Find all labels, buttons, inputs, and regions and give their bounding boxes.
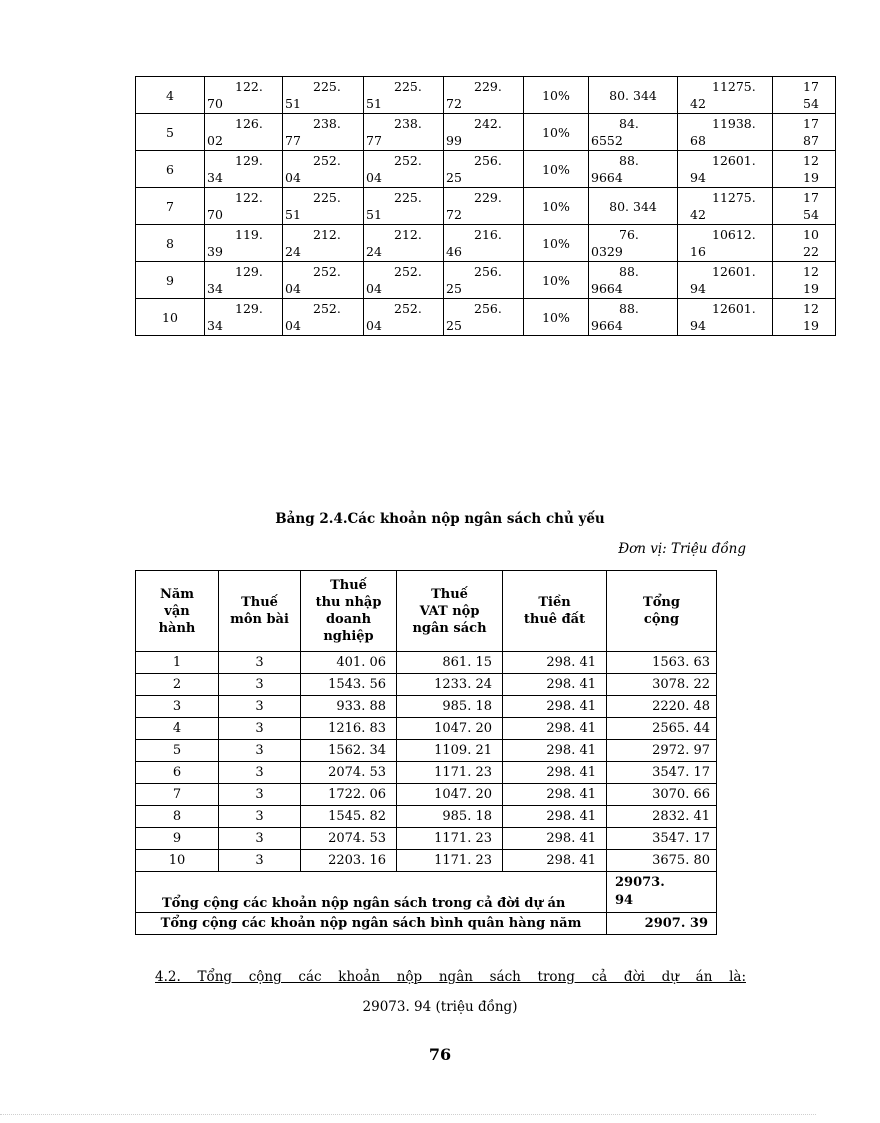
page-number: 76 bbox=[428, 1045, 452, 1064]
cell-c8: 12 19 bbox=[773, 262, 836, 299]
cell-c1: 119. 39 bbox=[205, 225, 283, 262]
cell-vat: 1047. 20 bbox=[397, 784, 503, 806]
cell-c6: 80. 344 bbox=[589, 77, 678, 114]
cell-total: 3675. 80 bbox=[607, 850, 717, 872]
budget-table bbox=[135, 570, 717, 935]
header-year: Năm vận hành bbox=[136, 571, 219, 652]
continuation-table bbox=[135, 76, 836, 336]
cell-c6: 88. 9664 bbox=[589, 262, 678, 299]
cell-land: 298. 41 bbox=[503, 718, 607, 740]
header-total: Tổng cộng bbox=[607, 571, 717, 652]
table-row bbox=[136, 77, 836, 114]
cell-c6: 88. 9664 bbox=[589, 151, 678, 188]
cell-vat: 1233. 24 bbox=[397, 674, 503, 696]
table-row bbox=[136, 151, 836, 188]
cell-c2: 225. 51 bbox=[283, 77, 364, 114]
table-row bbox=[136, 674, 717, 696]
cell-year: 9 bbox=[136, 262, 205, 299]
cell-land: 298. 41 bbox=[503, 762, 607, 784]
cell-year: 7 bbox=[136, 784, 219, 806]
cell-c4: 229. 72 bbox=[444, 77, 524, 114]
cell-income: 1722. 06 bbox=[301, 784, 397, 806]
cell-c3: 212. 24 bbox=[364, 225, 444, 262]
cell-c2: 225. 51 bbox=[283, 188, 364, 225]
cell-total: 3078. 22 bbox=[607, 674, 717, 696]
cell-c4: 229. 72 bbox=[444, 188, 524, 225]
cell-total: 1563. 63 bbox=[607, 652, 717, 674]
summary-note: 4.2. Tổng cộng các khoản nộp ngân sách trong cả đời dự án là: bbox=[155, 969, 746, 985]
cell-rate: 10% bbox=[524, 77, 589, 114]
table-row bbox=[136, 806, 717, 828]
cell-c3: 238. 77 bbox=[364, 114, 444, 151]
cell-c6: 88. 9664 bbox=[589, 299, 678, 336]
cell-year: 6 bbox=[136, 762, 219, 784]
cell-license: 3 bbox=[219, 784, 301, 806]
cell-year: 6 bbox=[136, 151, 205, 188]
sum-lifetime-label: Tổng cộng các khoản nộp ngân sách trong cả đời dự án bbox=[136, 872, 607, 913]
table-row bbox=[136, 740, 717, 762]
cell-c3: 225. 51 bbox=[364, 77, 444, 114]
cell-income: 1543. 56 bbox=[301, 674, 397, 696]
cell-vat: 1171. 23 bbox=[397, 828, 503, 850]
cell-vat: 985. 18 bbox=[397, 806, 503, 828]
cell-income: 2074. 53 bbox=[301, 762, 397, 784]
table-row bbox=[136, 114, 836, 151]
header-license-tax: Thuế môn bài bbox=[219, 571, 301, 652]
header-vat: Thuế VAT nộp ngân sách bbox=[397, 571, 503, 652]
table-row bbox=[136, 652, 717, 674]
cell-license: 3 bbox=[219, 828, 301, 850]
cell-income: 2203. 16 bbox=[301, 850, 397, 872]
cell-license: 3 bbox=[219, 718, 301, 740]
cell-year: 4 bbox=[136, 718, 219, 740]
cell-rate: 10% bbox=[524, 299, 589, 336]
cell-income: 2074. 53 bbox=[301, 828, 397, 850]
sum-annual-row bbox=[136, 913, 717, 935]
cell-c1: 129. 34 bbox=[205, 299, 283, 336]
cell-license: 3 bbox=[219, 652, 301, 674]
cell-c7: 11275. 42 bbox=[678, 77, 773, 114]
cell-c7: 12601. 94 bbox=[678, 151, 773, 188]
table-row bbox=[136, 762, 717, 784]
table-row bbox=[136, 718, 717, 740]
cell-vat: 1171. 23 bbox=[397, 762, 503, 784]
cell-income: 1216. 83 bbox=[301, 718, 397, 740]
cell-income: 1545. 82 bbox=[301, 806, 397, 828]
cell-year: 5 bbox=[136, 740, 219, 762]
cell-total: 2565. 44 bbox=[607, 718, 717, 740]
table-row bbox=[136, 784, 717, 806]
cell-c7: 12601. 94 bbox=[678, 299, 773, 336]
cell-year: 1 bbox=[136, 652, 219, 674]
sum-lifetime-row bbox=[136, 872, 717, 913]
cell-license: 3 bbox=[219, 674, 301, 696]
cell-year: 2 bbox=[136, 674, 219, 696]
header-income-tax: Thuế thu nhập doanh nghiệp bbox=[301, 571, 397, 652]
cell-c4: 256. 25 bbox=[444, 151, 524, 188]
cell-c1: 122. 70 bbox=[205, 77, 283, 114]
cell-c8: 12 19 bbox=[773, 151, 836, 188]
cell-rate: 10% bbox=[524, 114, 589, 151]
cell-c2: 212. 24 bbox=[283, 225, 364, 262]
cell-rate: 10% bbox=[524, 188, 589, 225]
header-land-rent: Tiền thuê đất bbox=[503, 571, 607, 652]
cell-c7: 11938. 68 bbox=[678, 114, 773, 151]
cell-total: 3070. 66 bbox=[607, 784, 717, 806]
cell-c2: 252. 04 bbox=[283, 262, 364, 299]
cell-land: 298. 41 bbox=[503, 806, 607, 828]
cell-total: 2972. 97 bbox=[607, 740, 717, 762]
sum-annual-value: 2907. 39 bbox=[607, 913, 717, 935]
cell-c3: 252. 04 bbox=[364, 299, 444, 336]
cell-c4: 216. 46 bbox=[444, 225, 524, 262]
cell-license: 3 bbox=[219, 806, 301, 828]
cell-income: 401. 06 bbox=[301, 652, 397, 674]
cell-vat: 861. 15 bbox=[397, 652, 503, 674]
cell-c8: 17 87 bbox=[773, 114, 836, 151]
cell-land: 298. 41 bbox=[503, 784, 607, 806]
cell-c7: 10612. 16 bbox=[678, 225, 773, 262]
cell-c7: 12601. 94 bbox=[678, 262, 773, 299]
sum-annual-label: Tổng cộng các khoản nộp ngân sách bình quân hàng năm bbox=[136, 913, 607, 935]
cell-c8: 17 54 bbox=[773, 77, 836, 114]
cell-year: 7 bbox=[136, 188, 205, 225]
cell-total: 2832. 41 bbox=[607, 806, 717, 828]
cell-land: 298. 41 bbox=[503, 828, 607, 850]
cell-total: 3547. 17 bbox=[607, 828, 717, 850]
cell-c8: 10 22 bbox=[773, 225, 836, 262]
cell-year: 9 bbox=[136, 828, 219, 850]
cell-license: 3 bbox=[219, 762, 301, 784]
cell-year: 8 bbox=[136, 806, 219, 828]
sum-lifetime-value: 29073. 94 bbox=[607, 872, 717, 913]
cell-year: 4 bbox=[136, 77, 205, 114]
unit-label: Đơn vị: Triệu đồng bbox=[618, 541, 746, 557]
cell-c1: 126. 02 bbox=[205, 114, 283, 151]
cell-c1: 129. 34 bbox=[205, 262, 283, 299]
header-row bbox=[136, 571, 717, 652]
table-row bbox=[136, 188, 836, 225]
cell-license: 3 bbox=[219, 850, 301, 872]
table-row bbox=[136, 262, 836, 299]
cell-land: 298. 41 bbox=[503, 850, 607, 872]
page-edge bbox=[0, 1114, 816, 1115]
cell-c2: 252. 04 bbox=[283, 151, 364, 188]
table-row bbox=[136, 299, 836, 336]
table-caption: Bảng 2.4.Các khoản nộp ngân sách chủ yếu bbox=[275, 511, 605, 527]
cell-land: 298. 41 bbox=[503, 652, 607, 674]
cell-total: 3547. 17 bbox=[607, 762, 717, 784]
cell-year: 8 bbox=[136, 225, 205, 262]
cell-c8: 17 54 bbox=[773, 188, 836, 225]
summary-note-value: 29073. 94 (triệu đồng) bbox=[362, 999, 518, 1015]
cell-rate: 10% bbox=[524, 151, 589, 188]
cell-rate: 10% bbox=[524, 225, 589, 262]
table-row bbox=[136, 850, 717, 872]
cell-c6: 76. 0329 bbox=[589, 225, 678, 262]
cell-c3: 225. 51 bbox=[364, 188, 444, 225]
cell-vat: 1171. 23 bbox=[397, 850, 503, 872]
cell-year: 10 bbox=[136, 299, 205, 336]
cell-c7: 11275. 42 bbox=[678, 188, 773, 225]
cell-license: 3 bbox=[219, 696, 301, 718]
cell-c1: 122. 70 bbox=[205, 188, 283, 225]
cell-c4: 256. 25 bbox=[444, 262, 524, 299]
cell-c3: 252. 04 bbox=[364, 151, 444, 188]
cell-c6: 84. 6552 bbox=[589, 114, 678, 151]
cell-vat: 985. 18 bbox=[397, 696, 503, 718]
cell-c2: 238. 77 bbox=[283, 114, 364, 151]
cell-vat: 1109. 21 bbox=[397, 740, 503, 762]
cell-total: 2220. 48 bbox=[607, 696, 717, 718]
cell-income: 933. 88 bbox=[301, 696, 397, 718]
cell-c3: 252. 04 bbox=[364, 262, 444, 299]
cell-land: 298. 41 bbox=[503, 696, 607, 718]
cell-year: 10 bbox=[136, 850, 219, 872]
table-row bbox=[136, 225, 836, 262]
cell-license: 3 bbox=[219, 740, 301, 762]
cell-land: 298. 41 bbox=[503, 740, 607, 762]
cell-land: 298. 41 bbox=[503, 674, 607, 696]
cell-c6: 80. 344 bbox=[589, 188, 678, 225]
cell-year: 3 bbox=[136, 696, 219, 718]
cell-c2: 252. 04 bbox=[283, 299, 364, 336]
cell-c1: 129. 34 bbox=[205, 151, 283, 188]
cell-c4: 242. 99 bbox=[444, 114, 524, 151]
cell-rate: 10% bbox=[524, 262, 589, 299]
cell-income: 1562. 34 bbox=[301, 740, 397, 762]
cell-year: 5 bbox=[136, 114, 205, 151]
table-row bbox=[136, 696, 717, 718]
cell-vat: 1047. 20 bbox=[397, 718, 503, 740]
table-row bbox=[136, 828, 717, 850]
cell-c4: 256. 25 bbox=[444, 299, 524, 336]
cell-c8: 12 19 bbox=[773, 299, 836, 336]
